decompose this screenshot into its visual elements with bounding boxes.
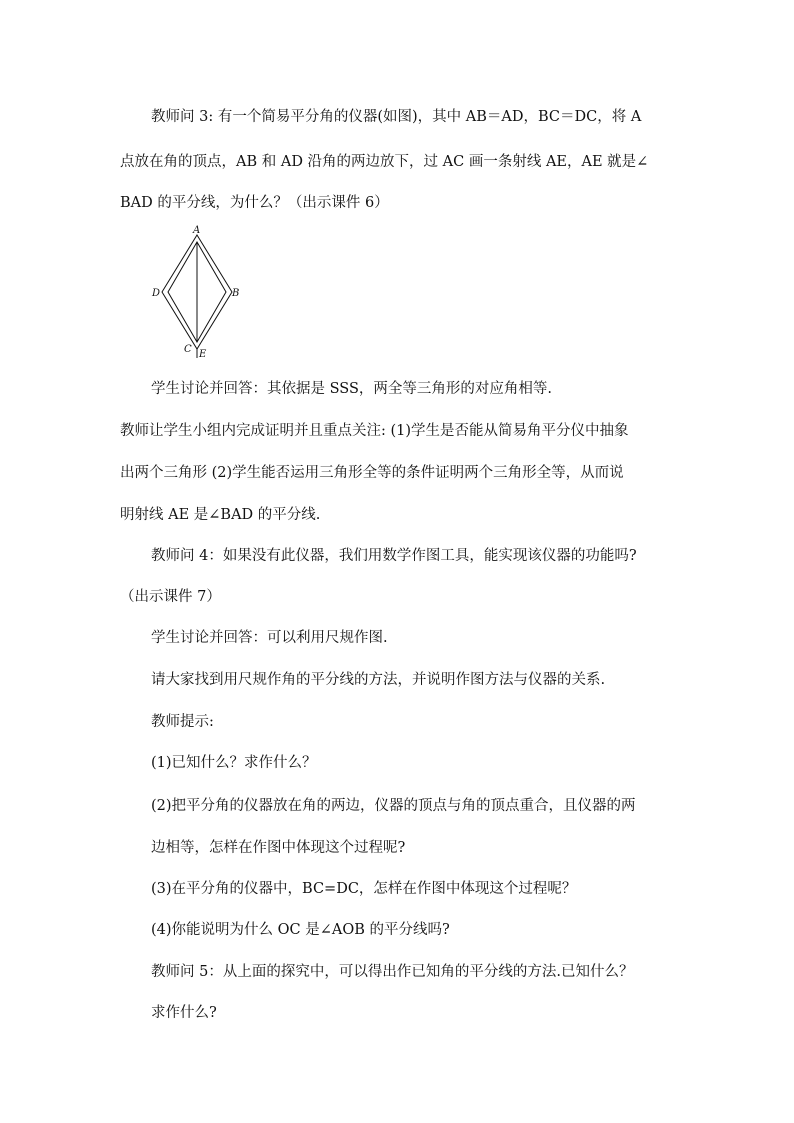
q3-line-3: BAD 的平分线，为什么？（出示课件 6） <box>120 195 389 211</box>
label-e: E <box>199 349 207 360</box>
q3-line-1: 教师问 3: 有一个简易平分角的仪器(如图)，其中 AB＝AD，BC＝DC，将 A <box>151 109 642 125</box>
hint-4: (4)你能说明为什么 OC 是∠AOB 的平分线吗? <box>151 922 450 938</box>
label-d: D <box>152 288 161 299</box>
hint-2-line-2: 边相等，怎样在作图中体现这个过程呢? <box>151 840 406 856</box>
hint-title: 教师提示: <box>151 714 214 730</box>
guide-line-3: 明射线 AE 是∠BAD 的平分线. <box>120 507 321 523</box>
label-b: B <box>232 288 240 299</box>
q4-line-1: 教师问 4：如果没有此仪器，我们用数学作图工具，能实现该仪器的功能吗? <box>151 548 637 564</box>
answer-1: 学生讨论并回答：其依据是 SSS，两全等三角形的对应角相等. <box>151 381 553 397</box>
hint-3: (3)在平分角的仪器中，BC=DC，怎样在作图中体现这个过程呢？ <box>151 881 577 897</box>
angle-bisector-instrument-diagram <box>148 222 252 362</box>
label-c: C <box>184 344 192 355</box>
q5-line-1: 教师问 5：从上面的探究中，可以得出作已知角的平分线的方法.已知什么？ <box>151 964 634 980</box>
guide-line-1: 教师让学生小组内完成证明并且重点关注: (1)学生是否能从简易角平分仪中抽象 <box>120 423 629 439</box>
q3-line-2: 点放在角的顶点，AB 和 AD 沿角的两边放下，过 AC 画一条射线 AE，AE 就是∠ <box>120 154 649 170</box>
answer-2: 学生讨论并回答：可以利用尺规作图. <box>151 630 388 646</box>
q4-line-2: （出示课件 7） <box>120 589 221 605</box>
task-statement: 请大家找到用尺规作角的平分线的方法，并说明作图方法与仪器的关系. <box>151 672 606 688</box>
hint-1: (1)已知什么？求作什么？ <box>151 755 317 771</box>
guide-line-2: 出两个三角形 (2)学生能否运用三角形全等的条件证明两个三角形全等，从而说 <box>120 465 624 481</box>
label-a: A <box>193 225 201 236</box>
hint-2-line-1: (2)把平分角的仪器放在角的两边，仪器的顶点与角的顶点重合，且仪器的两 <box>151 798 636 814</box>
q5-line-2: 求作什么? <box>151 1005 217 1021</box>
